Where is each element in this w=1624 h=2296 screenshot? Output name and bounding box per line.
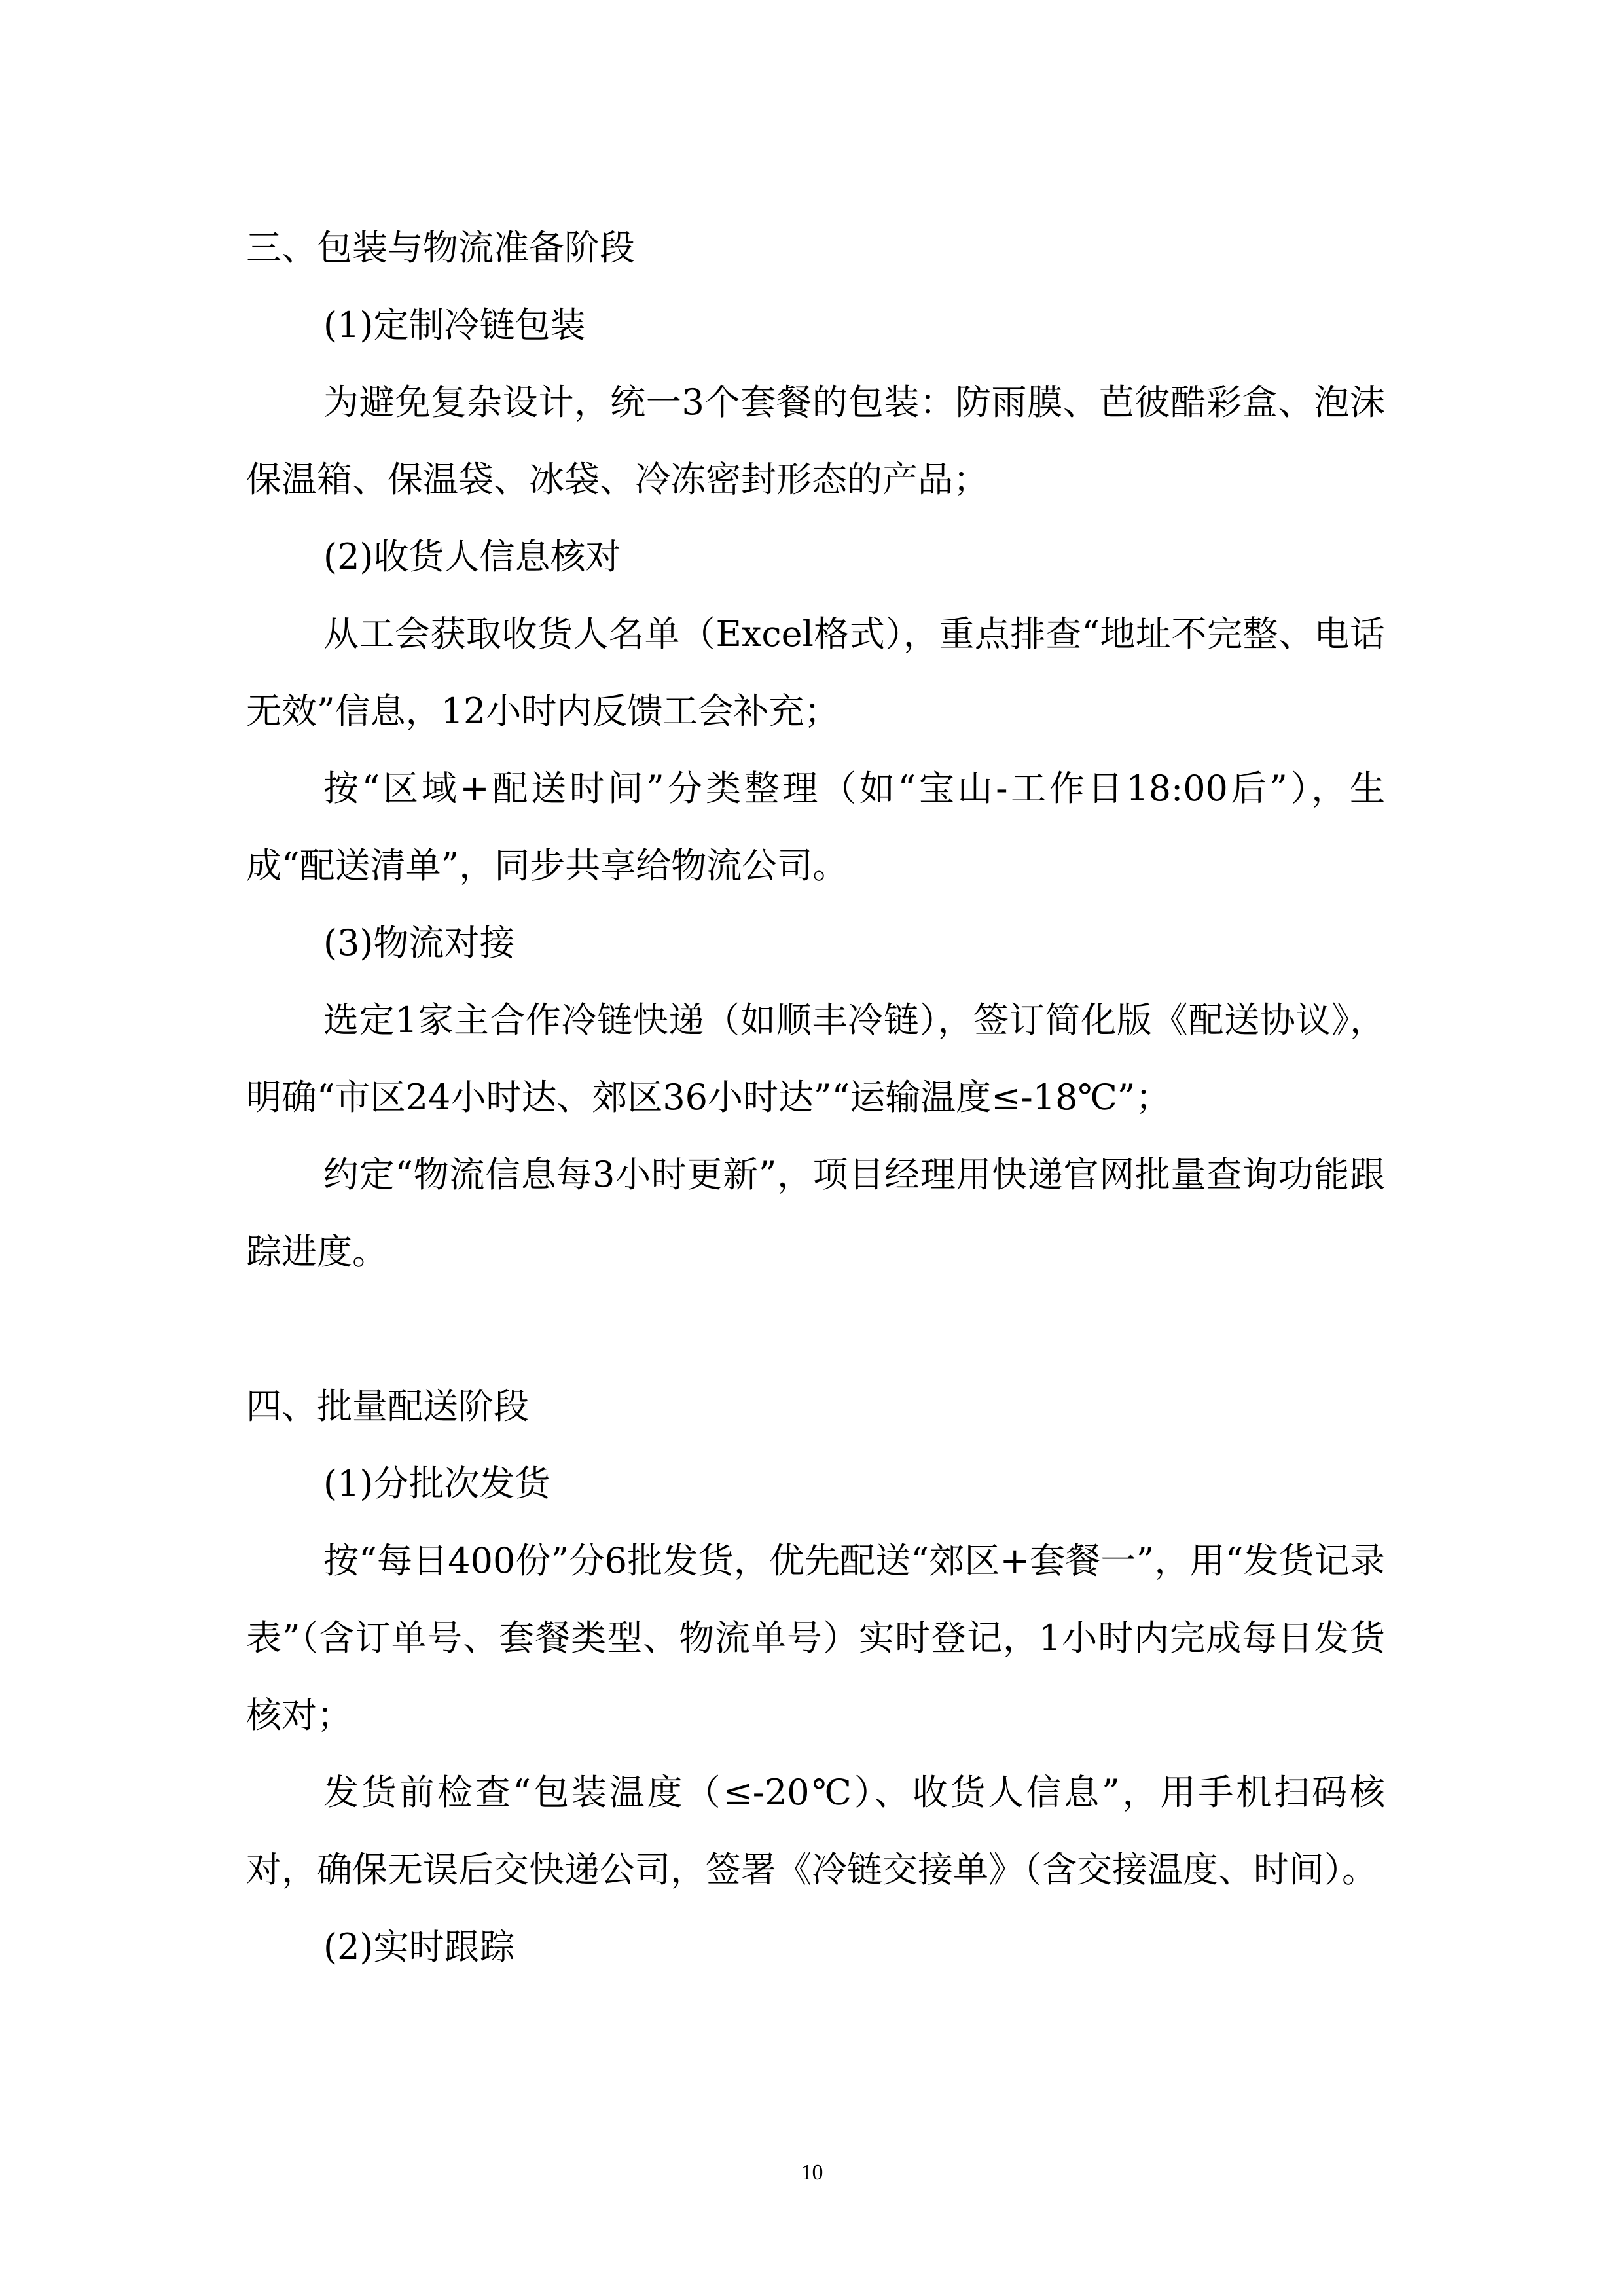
subsection-heading: (1)定制冷链包装 xyxy=(323,304,586,346)
section-spacer xyxy=(246,1291,1385,1368)
paragraph: 为避免复杂设计，统一3个套餐的包装：防雨膜、芭彼酷彩盒、泡沫保温箱、保温袋、冰袋、冷冻密封形态的产品； xyxy=(246,382,1385,500)
subsection-heading: (3)物流对接 xyxy=(323,922,515,963)
paragraph: 从工会获取收货人名单（Excel格式），重点排查“地址不完整、电话无效”信息，12小时内反馈工会补充； xyxy=(246,613,1385,732)
paragraph: 按“每日400份”分6批发货，优先配送“郊区+套餐一”，用“发货记录表”（含订单号、套餐类型、物流单号）实时登记，1小时内完成每日发货核对； xyxy=(246,1540,1385,1736)
subsection-heading: (2)实时跟踪 xyxy=(323,1926,515,1967)
document-body xyxy=(246,209,1385,1986)
page-number: 10 xyxy=(801,2161,823,2185)
section-title: 四、批量配送阶段 xyxy=(246,1386,529,1427)
subsection-heading: (2)收货人信息核对 xyxy=(323,536,621,577)
paragraph: 发货前检查“包装温度（≤-20℃）、收货人信息”，用手机扫码核对，确保无误后交快递公司，签署《冷链交接单》（含交接温度、时间）。 xyxy=(246,1772,1385,1890)
paragraph: 按“区域+配送时间”分类整理（如“宝山-工作日18:00后”），生成“配送清单”，同步共享给物流公司。 xyxy=(246,768,1385,886)
paragraph: 约定“物流信息每3小时更新”，项目经理用快递官网批量查询功能跟踪进度。 xyxy=(246,1154,1385,1272)
section-title: 三、包装与物流准备阶段 xyxy=(246,227,635,268)
subsection-heading: (1)分批次发货 xyxy=(323,1463,550,1504)
paragraph: 选定1家主合作冷链快递（如顺丰冷链），签订简化版《配送协议》，明确“市区24小时达、郊区36小时达”“运输温度≤-18℃”； xyxy=(246,999,1385,1118)
